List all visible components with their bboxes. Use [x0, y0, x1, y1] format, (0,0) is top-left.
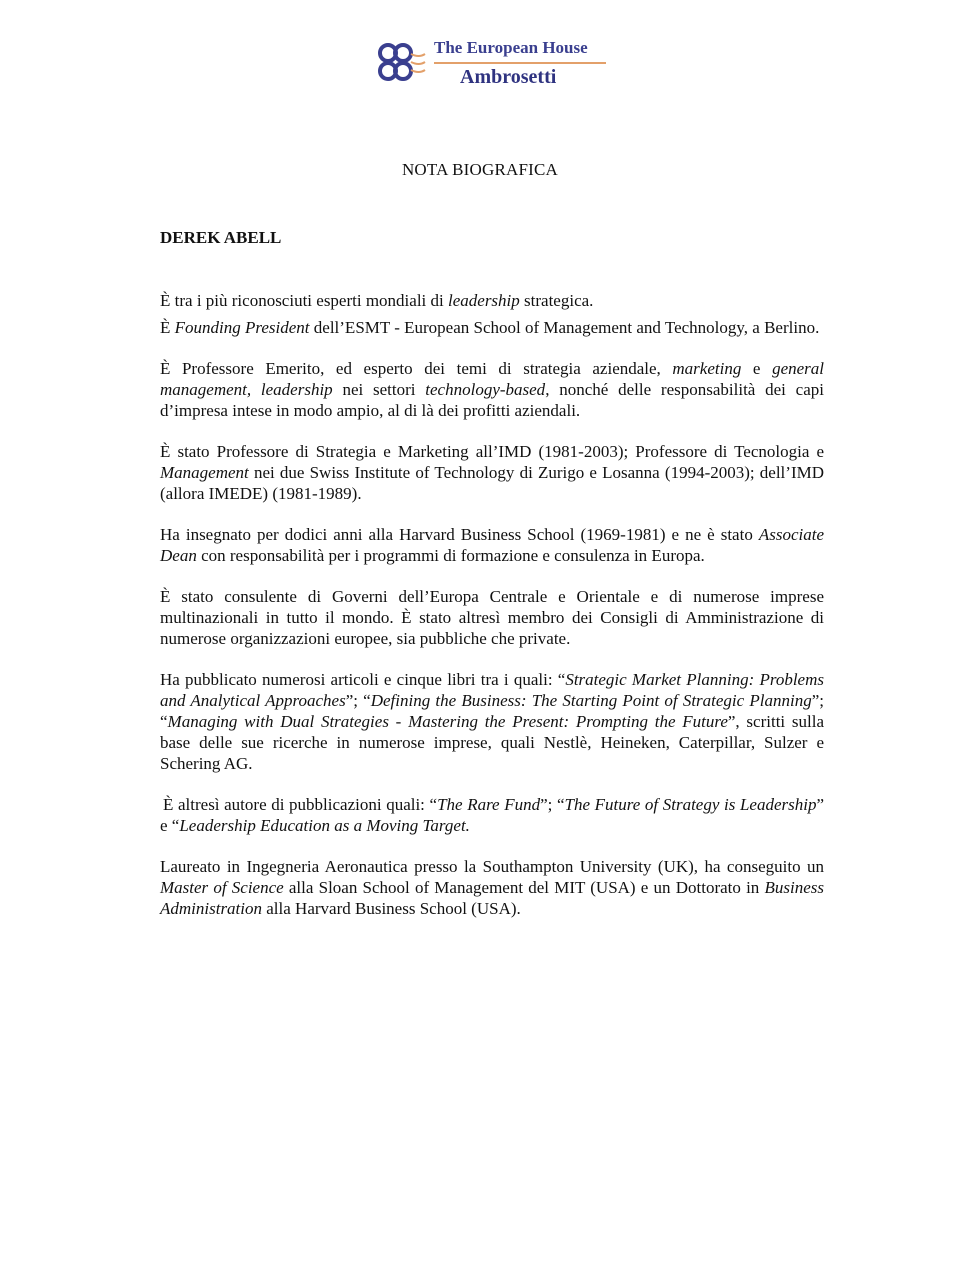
- italic-text: Strategic Market Planning: Problems and Analytical Approaches: [160, 670, 824, 710]
- document-title: NOTA BIOGRAFICA: [401, 160, 559, 179]
- italic-text: The Rare Fund: [437, 795, 541, 814]
- logo-text-line2: Ambrosetti: [460, 66, 557, 88]
- ambrosetti-logo-icon: [376, 40, 430, 86]
- paragraph: Laureato in Ingegneria Aeronautica presso la Southampton University (UK), ha conseguito un Master of Science alla Sloan School of Management del MIT (USA) e un Dottorato in Business Administration alla Harvard Business School (USA).: [160, 857, 824, 918]
- logo-text-line1: The European House: [434, 38, 588, 57]
- italic-text: leadership: [448, 291, 520, 310]
- italic-text: Master of Science: [160, 878, 284, 897]
- paragraph: È Founding President dell’ESMT - European School of Management and Technology, a Berlino.: [160, 318, 820, 337]
- logo-rule: [434, 62, 606, 64]
- paragraph: Ha insegnato per dodici anni alla Harvard Business School (1969-1981) e ne è stato Associate Dean con responsabilità per i programmi di formazione e consulenza in Europa.: [160, 525, 824, 565]
- italic-text: general management, leadership: [160, 359, 824, 399]
- italic-text: Business Administration: [160, 878, 824, 918]
- paragraph: È altresì autore di pubblicazioni quali: “The Rare Fund”; “The Future of Strategy is Leadership” e “Leadership Education as a Moving Target.: [160, 795, 824, 835]
- italic-text: Defining the Business: The Starting Point of Strategic Planning: [370, 691, 812, 710]
- italic-text: Founding President: [174, 318, 310, 337]
- biography-body: [160, 290, 824, 919]
- paragraph: È Professore Emerito, ed esperto dei temi di strategia aziendale, marketing e general management, leadership nei settori technology-based, nonché delle responsabilità dei capi d’impresa intese in modo ampio, al di là dei profitti aziendali.: [160, 359, 824, 420]
- italic-text: marketing: [672, 359, 742, 378]
- paragraph: È stato consulente di Governi dell’Europa Centrale e Orientale e di numerose imprese multinazionali in tutto il mondo. È stato altresì membro dei Consigli di Amministrazione di numerose organizzazioni europee, sia pubbliche che private.: [160, 587, 824, 648]
- italic-text: Associate Dean: [160, 525, 824, 565]
- italic-text: Management: [160, 463, 249, 482]
- paragraph: È stato Professore di Strategia e Marketing all’IMD (1981-2003); Professore di Tecnologia e Management nei due Swiss Institute of Technology di Zurigo e Losanna (1994-2003); dell’IMD (allora IMEDE) (1981-1989).: [160, 442, 824, 503]
- italic-text: technology-based: [425, 380, 546, 399]
- company-logo: [376, 36, 608, 92]
- italic-text: Leadership Education as a Moving Target.: [179, 816, 470, 835]
- paragraph: Ha pubblicato numerosi articoli e cinque libri tra i quali: “Strategic Market Planning: Problems and Analytical Approaches”; “Defining the Business: The Starting Point of Strategic Planning”; “Managing with Dual Strategies - Mastering the Present: Prompting the Future”, scritti sulla base delle sue ricerche in numerose imprese, quali Nestlè, Heineken, Caterpillar, Sulzer e Schering AG.: [160, 670, 824, 773]
- paragraph: È tra i più riconosciuti esperti mondiali di leadership strategica.: [160, 291, 594, 310]
- person-name: DEREK ABELL: [160, 228, 282, 247]
- italic-text: Managing with Dual Strategies - Mastering the Present: Prompting the Future: [167, 712, 728, 731]
- italic-text: The Future of Strategy is Leadership: [564, 795, 817, 814]
